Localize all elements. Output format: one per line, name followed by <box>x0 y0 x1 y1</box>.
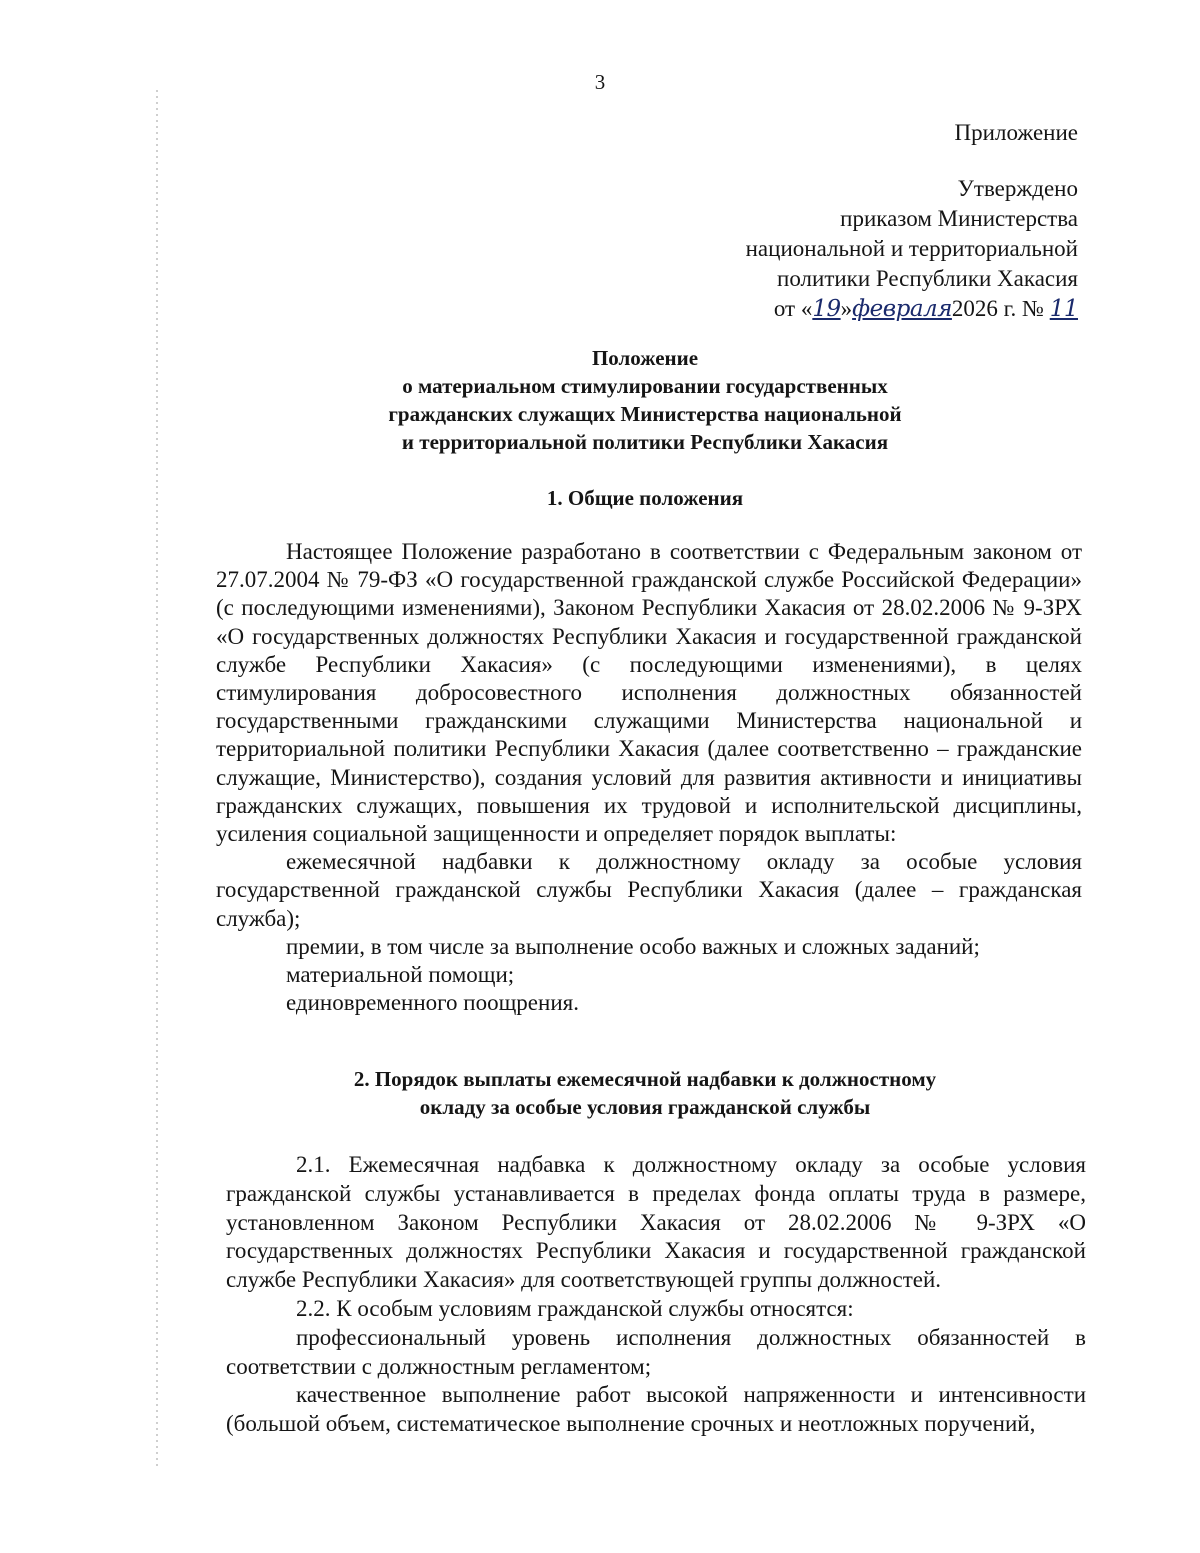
payment-list <box>216 848 1082 1017</box>
date-year: 2026 г. № <box>951 296 1050 321</box>
date-prefix: от « <box>773 296 813 321</box>
title-line-4: и территориальной политики Республики Хакасия <box>401 430 889 454</box>
payment-item: материальной помощи; <box>286 962 515 988</box>
approval-line-2: национальной и территориальной <box>745 236 1078 261</box>
appendix-label: Приложение <box>954 120 1078 145</box>
paragraph-2-1: 2.1. Ежемесячная надбавка к должностному окладу за особые условия гражданской службы устанавливается в пределах фонда оплаты труда в размере, установленном Законом Республики Хакасия от 28.02.2006 № 9-ЗРХ «О государственных должностях Республики Хакасия и государственной гражданской службе Республики Хакасия» для соответствующей группы должностей. <box>226 1152 1086 1293</box>
section-1-heading: 1. Общие положения <box>546 486 744 510</box>
section-2-heading-line-1: 2. Порядок выплаты ежемесячной надбавки к должностному <box>353 1067 937 1091</box>
approval-line-3: политики Республики Хакасия <box>777 266 1078 291</box>
section-2-heading <box>0 1065 1200 1121</box>
title-line-3: гражданских служащих Министерства национальной <box>388 402 902 426</box>
approval-line-1: приказом Министерства <box>840 206 1078 231</box>
section-1-intro: Настоящее Положение разработано в соответствии с Федеральным законом от 27.07.2004 № 79-ФЗ «О государственной гражданской службе Российской Федерации» (с последующими изменениями), Законом Республики Хакасия от 28.02.2006 № 9-ЗРХ «О государственных должностях Республики Хакасия и государственной гражданской службе Республики Хакасия» (с последующими изменениями), в целях стимулирования добросовестного исполнения должностных обязанностей государственными гражданскими служащими Министерства национальной и территориальной политики Республики Хакасия (далее соответственно – гражданские служащие, Министерство), создания условий для развития активности и инициативы гражданских служащих, повышения их трудовой и исполнительской дисциплины, усиления социальной защищенности и определяет порядок выплаты: <box>216 539 1082 847</box>
title-line-2: о материальном стимулировании государственных <box>402 374 888 398</box>
title-line-1: Положение <box>591 346 699 370</box>
handwritten-month: февраля <box>852 296 952 322</box>
date-mid: » <box>840 296 853 321</box>
handwritten-number: 11 <box>1049 296 1078 322</box>
section-1-body <box>216 538 1082 1017</box>
paragraph-2-2-item-1: профессиональный уровень исполнения должностных обязанностей в соответствии с должностным регламентом; <box>226 1324 1086 1379</box>
paragraph-2-2-item-2: качественное выполнение работ высокой напряженности и интенсивности (большой объем, систематическое выполнение срочных и неотложных поручений, <box>226 1382 1086 1437</box>
approval-block <box>746 118 1078 324</box>
approved-label: Утверждено <box>957 176 1078 201</box>
section-2-body <box>226 1151 1086 1439</box>
paragraph-2-2: 2.2. К особым условиям гражданской службы относятся: <box>296 1295 854 1321</box>
payment-item: единовременного поощрения. <box>286 990 579 1016</box>
scan-edge-mark <box>156 90 158 1470</box>
page-number: 3 <box>594 70 606 94</box>
handwritten-day: 19 <box>812 296 841 322</box>
document-title <box>0 344 1200 456</box>
section-2-heading-line-2: окладу за особые условия гражданской службы <box>419 1095 871 1119</box>
approval-date-line <box>746 294 1078 324</box>
payment-item: премии, в том числе за выполнение особо важных и сложных заданий; <box>286 933 980 959</box>
payment-item: ежемесячной надбавки к должностному окладу за особые условия государственной гражданской службы Республики Хакасия (далее – гражданская служба); <box>216 849 1082 931</box>
